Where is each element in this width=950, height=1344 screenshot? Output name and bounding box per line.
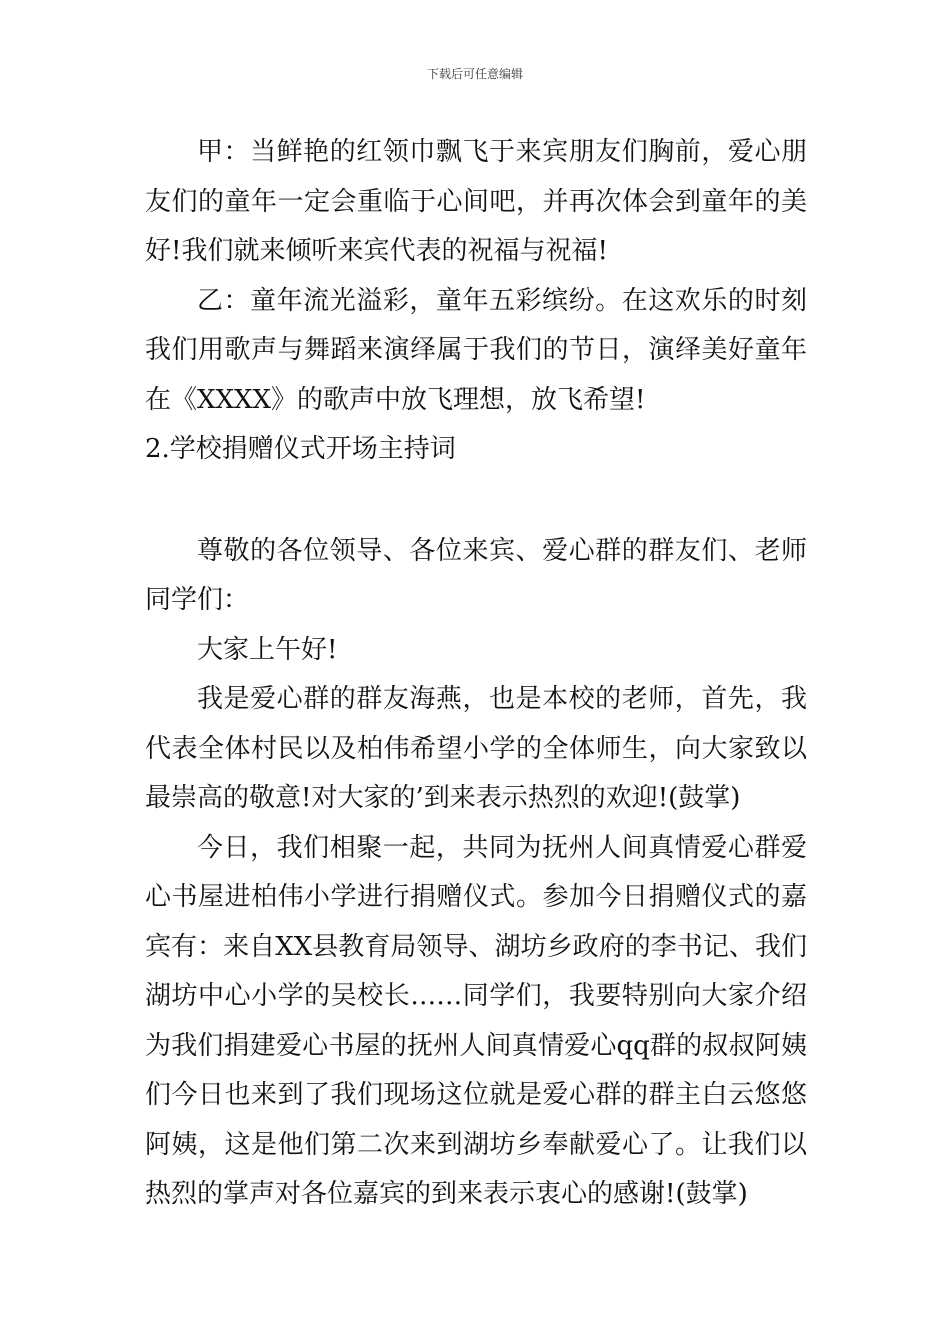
paragraph-greeting: 大家上午好! <box>197 634 338 665</box>
paragraph-jia: 甲：当鲜艳的红领巾飘飞于来宾朋友们胸前，爱心朋友们的童年一定会重临于心间吧，并再次体会到童年的美好!我们就来倾听来宾代表的祝福与祝福! <box>145 137 807 266</box>
paragraph-introduction: 我是爱心群的群友海燕，也是本校的老师，首先，我代表全体村民以及柏伟希望小学的全体师生，向大家致以最崇高的敬意!对大家的’到来表示热烈的欢迎!(鼓掌) <box>145 684 807 813</box>
paragraph-salutation: 尊敬的各位领导、各位来宾、爱心群的群友们、老师同学们： <box>145 535 807 615</box>
section-heading: 2.学校捐赠仪式开场主持词 <box>145 434 456 464</box>
document-body <box>145 128 807 1220</box>
page-header: 下载后可任意编辑 <box>426 67 523 81</box>
paragraph-guests: 今日，我们相聚一起，共同为抚州人间真情爱心群爱心书屋进柏伟小学进行捐赠仪式。参加今日捐赠仪式的嘉宾有：来自XX县教育局领导、湖坊乡政府的李书记、我们湖坊中心小学的吴校长……同学们，我要特别向大家介绍为我们捐建爱心书屋的抚州人间真情爱心qq群的叔叔阿姨们今日也来到了我们现场这位就是爱心群的群主白云悠悠阿姨，这是他们第二次来到湖坊乡奉献爱心了。让我们以热烈的掌声对各位嘉宾的到来表示衷心的感谢!(鼓掌) <box>145 832 807 1209</box>
paragraph-yi: 乙：童年流光溢彩，童年五彩缤纷。在这欢乐的时刻我们用歌声与舞蹈来演绎属于我们的节日，演绎美好童年在《XXXX》的歌声中放飞理想，放飞希望! <box>145 285 807 415</box>
section-spacer <box>145 475 807 527</box>
